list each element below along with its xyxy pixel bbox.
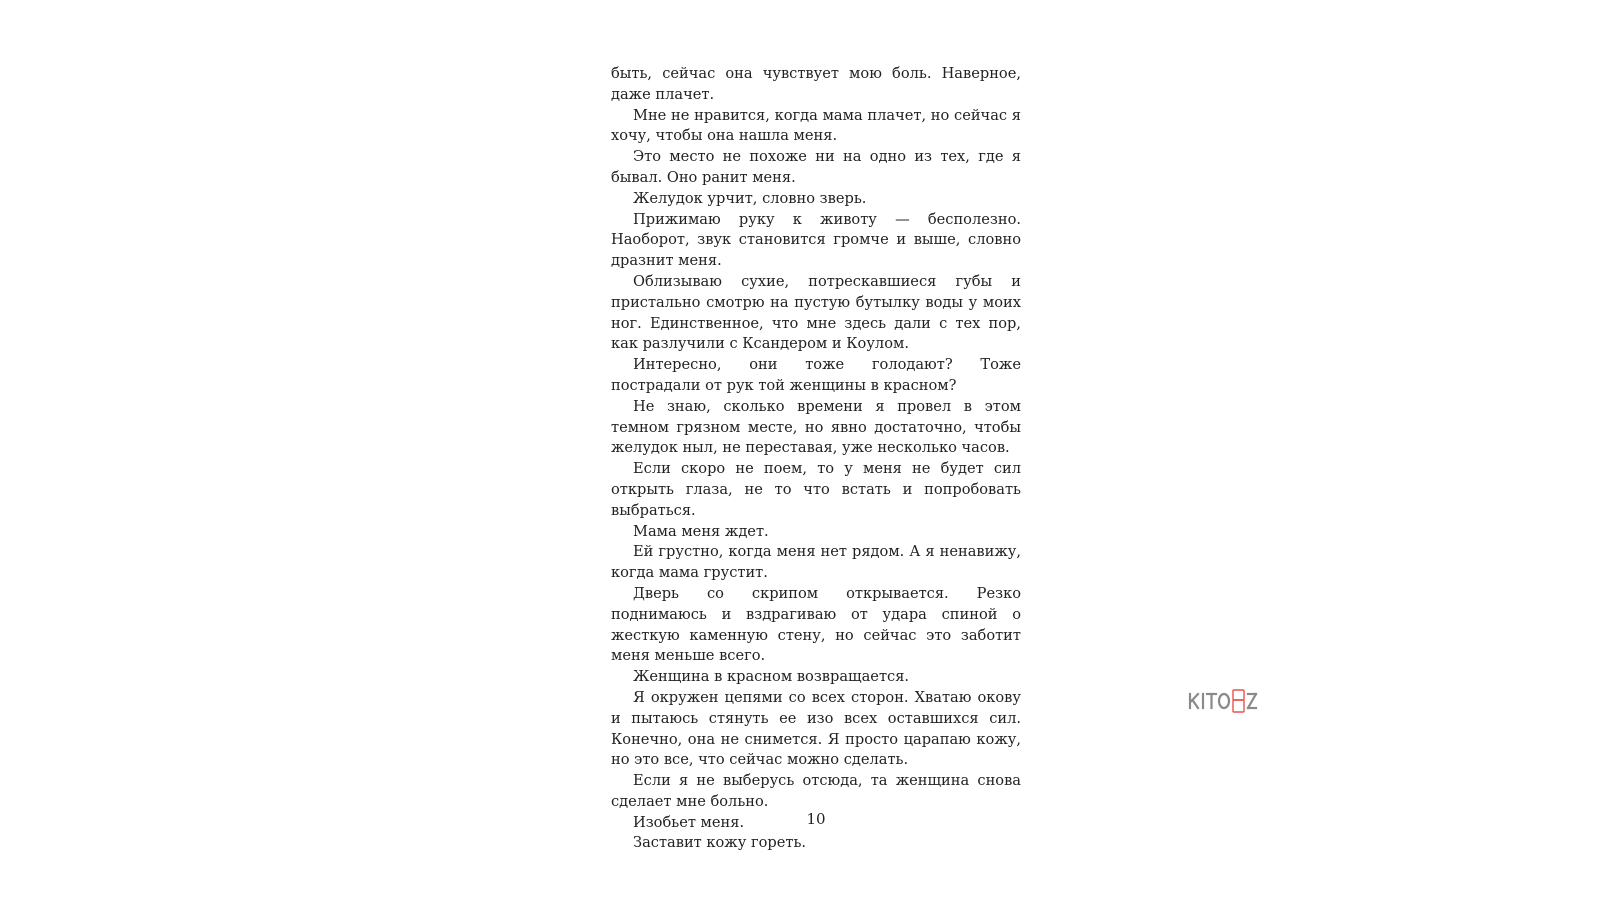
kitobz-logo-icon: [1188, 689, 1260, 713]
paragraph: Желудок урчит, словно зверь.: [633, 189, 867, 207]
paragraph: Изобьет меня.: [633, 813, 745, 831]
paragraph: Интересно, они тоже голодают? Тоже пострадали от рук той женщины в красном?: [611, 356, 1021, 394]
paragraph: быть, сейчас она чувствует мою боль. Наверное, даже плачет.: [611, 65, 1021, 103]
paragraph: Облизываю сухие, потрескавшиеся губы и пристально смотрю на пустую бутылку воды у моих ног. Единственное, что мне здесь дали с тех пор, как разлучили с Ксандером и Коулом.: [611, 272, 1021, 353]
paragraph: Не знаю, сколько времени я провел в этом темном грязном месте, но явно достаточно, чтобы желудок ныл, не переставая, уже несколько часов.: [611, 397, 1021, 457]
paragraph: Я окружен цепями со всех сторон. Хватаю окову и пытаюсь стянуть ее изо всех оставшихся сил. Конечно, она не снимется. Я просто царапаю кожу, но это все, что сейчас можно сделать.: [611, 688, 1021, 769]
kitobz-watermark-logo: [1188, 689, 1260, 713]
paragraph: Мама меня ждет.: [633, 522, 769, 540]
paragraph: Если скоро не поем, то у меня не будет сил открыть глаза, не то что встать и попробовать выбраться.: [611, 460, 1021, 519]
page-number: 10: [806, 810, 826, 828]
paragraph: Мне не нравится, когда мама плачет, но сейчас я хочу, чтобы она нашла меня.: [611, 106, 1021, 145]
paragraph: Дверь со скрипом открывается. Резко поднимаюсь и вздрагиваю от удара спиной о жесткую каменную стену, но сейчас это заботит меня меньше всего.: [611, 584, 1021, 665]
text-column: [611, 64, 1021, 854]
paragraph: Женщина в красном возвращается.: [633, 668, 910, 686]
paragraph: Ей грустно, когда меня нет рядом. А я ненавижу, когда мама грустит.: [611, 543, 1021, 582]
paragraph: Заставит кожу гореть.: [633, 834, 807, 852]
paragraph: Прижимаю руку к животу — бесполезно. Наоборот, звук становится громче и выше, словно дразнит меня.: [611, 210, 1021, 270]
paragraph: Если я не выберусь отсюда, та женщина снова сделает мне больно.: [611, 772, 1021, 810]
paragraph: Это место не похоже ни на одно из тех, где я бывал. Оно ранит меня.: [611, 148, 1021, 186]
